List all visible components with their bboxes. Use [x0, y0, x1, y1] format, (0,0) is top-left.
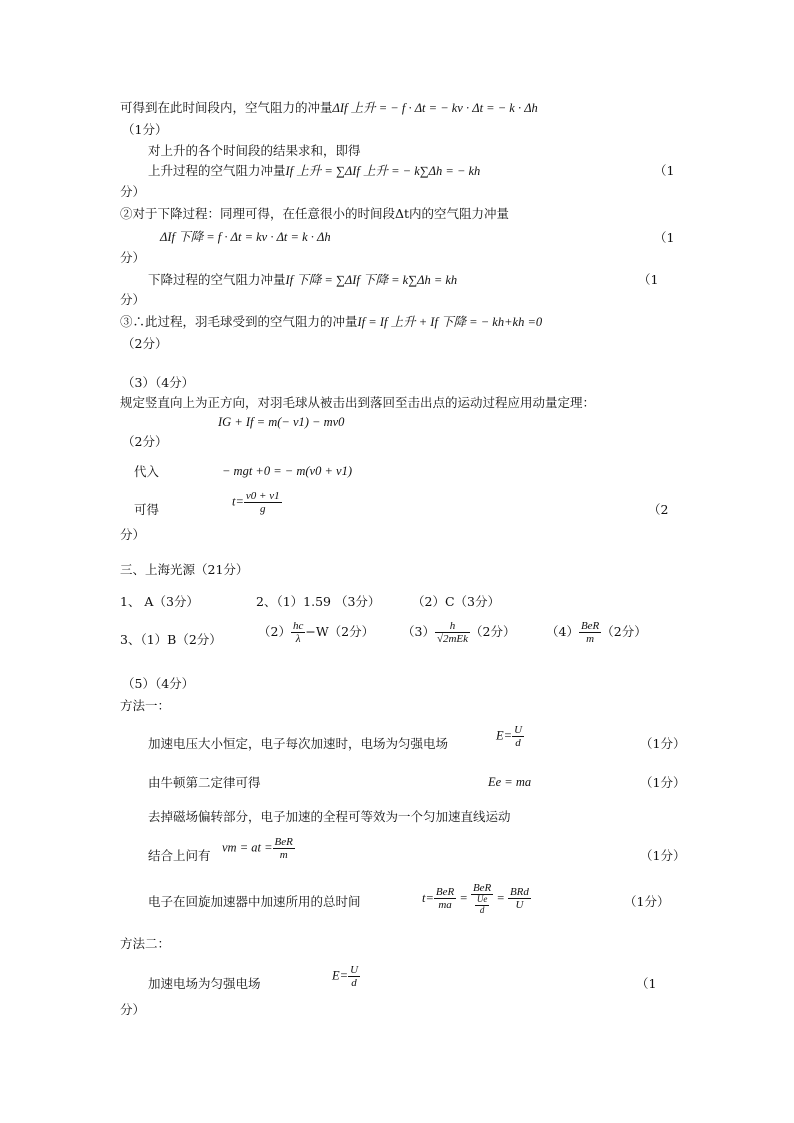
denominator: d	[475, 905, 490, 916]
denominator	[471, 894, 493, 916]
score-open: （1	[638, 272, 659, 287]
fraction-1	[434, 886, 456, 911]
impulse-net-line	[120, 314, 542, 330]
text: 下降过程的空气阻力冲量	[148, 272, 286, 287]
score: （1分）	[640, 775, 686, 790]
score-open: （1	[654, 163, 675, 178]
lhs: E=	[332, 968, 349, 983]
denominator: g	[244, 502, 282, 515]
denominator: d	[512, 736, 524, 749]
ber-over-m	[273, 836, 295, 861]
numerator: BeR	[274, 836, 293, 848]
numerator: v0 + v1	[245, 490, 280, 502]
answer-3-3	[402, 620, 516, 645]
score-close: 分）	[120, 250, 146, 265]
numerator: hc	[292, 620, 304, 632]
time-fraction	[244, 490, 282, 515]
hc-over-lambda	[291, 620, 305, 645]
numerator: BeR	[580, 620, 600, 632]
question-5-heading: （5）（4分）	[122, 676, 195, 691]
score-close: 分）	[120, 1002, 146, 1017]
lhs: E=	[496, 728, 513, 743]
u-over-d	[348, 964, 360, 989]
denominator: m	[579, 632, 601, 645]
debroglie-fraction	[435, 620, 470, 645]
score: （2分）	[122, 336, 168, 351]
ber-over-m	[579, 620, 601, 645]
tail: −W（2分）	[305, 624, 375, 640]
text: ③∴此过程，羽毛球受到的空气阻力的冲量	[120, 314, 358, 329]
m2-field-eq	[332, 964, 360, 989]
time-result-eq	[232, 490, 282, 515]
method-1-heading: 方法一：	[120, 698, 171, 713]
equation: If 上升 = ∑ΔIf 上升 = − k∑Δh = − kh	[285, 164, 481, 178]
m2-uniform-field-text: 加速电场为匀强电场	[148, 976, 261, 991]
m1-total-time-text: 电子在回旋加速器中加速所用的总时间	[148, 894, 361, 909]
numerator: U	[514, 724, 523, 736]
equation: If 下降 = ∑ΔIf 下降 = k∑Δh = kh	[285, 273, 458, 287]
impulse-rise-total-line	[148, 163, 480, 179]
question-3-heading: （3）（4分）	[122, 375, 195, 390]
t-lhs: t=	[232, 494, 244, 509]
denominator: √2mEk	[436, 633, 469, 646]
impulse-rise-segment-line	[120, 100, 538, 116]
numerator: BRd	[509, 886, 529, 899]
fraction-2	[471, 882, 493, 916]
score: （1分）	[640, 736, 686, 751]
text: 上升过程的空气阻力冲量	[148, 163, 286, 178]
denominator: ma	[434, 898, 456, 911]
score-close: 分）	[120, 527, 146, 542]
ue-over-d	[475, 895, 490, 916]
lhs: t=	[422, 890, 434, 905]
lhs: vm = at =	[222, 840, 273, 855]
score: （1分）	[624, 894, 670, 909]
score-close: 分）	[120, 184, 146, 199]
numerator: h	[449, 620, 456, 632]
fraction-3	[508, 886, 531, 911]
score-open: （1	[636, 976, 657, 991]
score-close: 分）	[120, 292, 146, 307]
numerator: Ue	[476, 894, 488, 905]
m1-field-eq	[496, 724, 524, 749]
substituted-eq: − mgt +0 = − m(v0 + v1)	[222, 464, 352, 478]
impulse-fall-segment-eq: ΔIf 下降 = f · Δt = kv · Δt = k · Δh	[160, 230, 331, 244]
score-open: （1	[654, 230, 675, 245]
label: （2）	[258, 624, 291, 640]
fall-process-text: ②对于下降过程：同理可得，在任意很小的时间段Δt内的空气阻力冲量	[120, 206, 510, 221]
numerator: BeR	[435, 886, 455, 899]
answer-3-1: 3、（1）B（2分）	[120, 632, 222, 647]
answer-1: 1、 A（3分）	[120, 594, 199, 609]
denominator: d	[348, 976, 360, 989]
method-2-heading: 方法二：	[120, 936, 171, 951]
result-label: 可得	[134, 502, 160, 517]
label: （4）	[546, 624, 579, 640]
m1-uniform-field-text: 加速电压大小恒定，电子每次加速时，电场为匀强电场	[148, 736, 449, 751]
score: （2分）	[122, 434, 168, 449]
m1-total-time-eq: t= $\frac{\text{BeR}}{ma}$ = $\frac{\text{BeR}}{\frac{Ue}{d}}$ = $\frac{\text{BRd}}{U}$	[422, 882, 529, 915]
m1-newton-eq: Ee = ma	[488, 775, 532, 789]
m1-equivalent-text: 去掉磁场偏转部分，电子加速的全程可等效为一个匀加速直线运动	[148, 809, 511, 824]
question-3-intro: 规定竖直向上为正方向，对羽毛球从被击出到落回至击出点的运动过程应用动量定理：	[120, 395, 596, 410]
numerator: BeR	[472, 882, 492, 894]
equation: ΔIf 上升 = − f · Δt = − kv · Δt = − k · Δh	[332, 101, 538, 115]
sum-rise-text: 对上升的各个时间段的结果求和，即得	[148, 143, 361, 158]
substitute-label: 代入	[134, 464, 160, 479]
m1-newton-text: 由牛顿第二定律可得	[148, 775, 261, 790]
impulse-fall-total-line	[148, 272, 457, 288]
denominator: λ	[291, 632, 305, 645]
score-open: （2	[648, 502, 669, 517]
score: （1分）	[122, 122, 168, 137]
label: （3）	[402, 624, 435, 640]
numerator: U	[350, 964, 359, 976]
denominator: m	[273, 848, 295, 861]
text: 可得到在此时间段内，空气阻力的冲量	[120, 100, 333, 115]
answer-2-1: 2、（1）1.59 （3分）	[256, 594, 381, 609]
tail: （2分）	[601, 624, 647, 640]
momentum-theorem-eq: IG + If = m(− v1) − mv0	[218, 415, 345, 429]
answer-3-4	[546, 620, 647, 645]
tail: （2分）	[470, 624, 516, 640]
m1-vm-eq	[222, 836, 295, 861]
u-over-d	[512, 724, 524, 749]
m1-combine-text: 结合上问有	[148, 848, 211, 863]
section-title: 三、上海光源（21分）	[120, 562, 249, 577]
answer-3-2	[258, 620, 374, 645]
denominator: U	[508, 898, 531, 911]
equation: If = If 上升 + If 下降 = − kh+kh =0	[357, 315, 543, 329]
score: （1分）	[640, 848, 686, 863]
answer-2-2: （2）C（3分）	[412, 594, 500, 609]
